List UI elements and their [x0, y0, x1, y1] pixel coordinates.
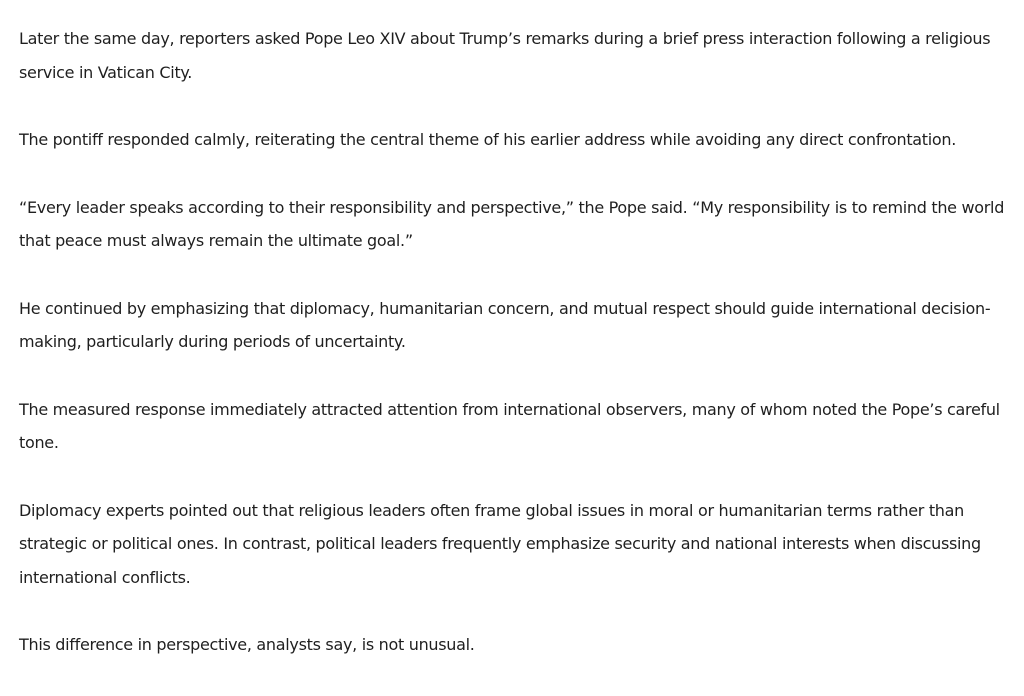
article-paragraph-3: “Every leader speaks according to their responsibility and perspective,” the Pope said. “My responsibility is to remind the world that peace must always remain the ultimate goal.”	[19, 197, 1005, 250]
article-paragraph-4: He continued by emphasizing that diplomacy, humanitarian concern, and mutual respect should guide international decision-making, particularly during periods of uncertainty.	[19, 298, 991, 351]
article-paragraph-2: The pontiff responded calmly, reiterating the central theme of his earlier address while avoiding any direct confrontation.	[19, 130, 957, 149]
article-paragraph-7: This difference in perspective, analysts say, is not unusual.	[19, 635, 475, 654]
article-paragraph-5: The measured response immediately attracted attention from international observers, many of whom noted the Pope’s careful tone.	[19, 399, 1000, 452]
article-paragraph-6: Diplomacy experts pointed out that religious leaders often frame global issues in moral or humanitarian terms rather than strategic or political ones. In contrast, political leaders frequently emphasize security and national interests when discussing international conflicts.	[19, 500, 981, 587]
article-paragraph-1: Later the same day, reporters asked Pope Leo XIV about Trump’s remarks during a brief press interaction following a religious service in Vatican City.	[19, 29, 991, 82]
article-body	[19, 22, 1023, 696]
